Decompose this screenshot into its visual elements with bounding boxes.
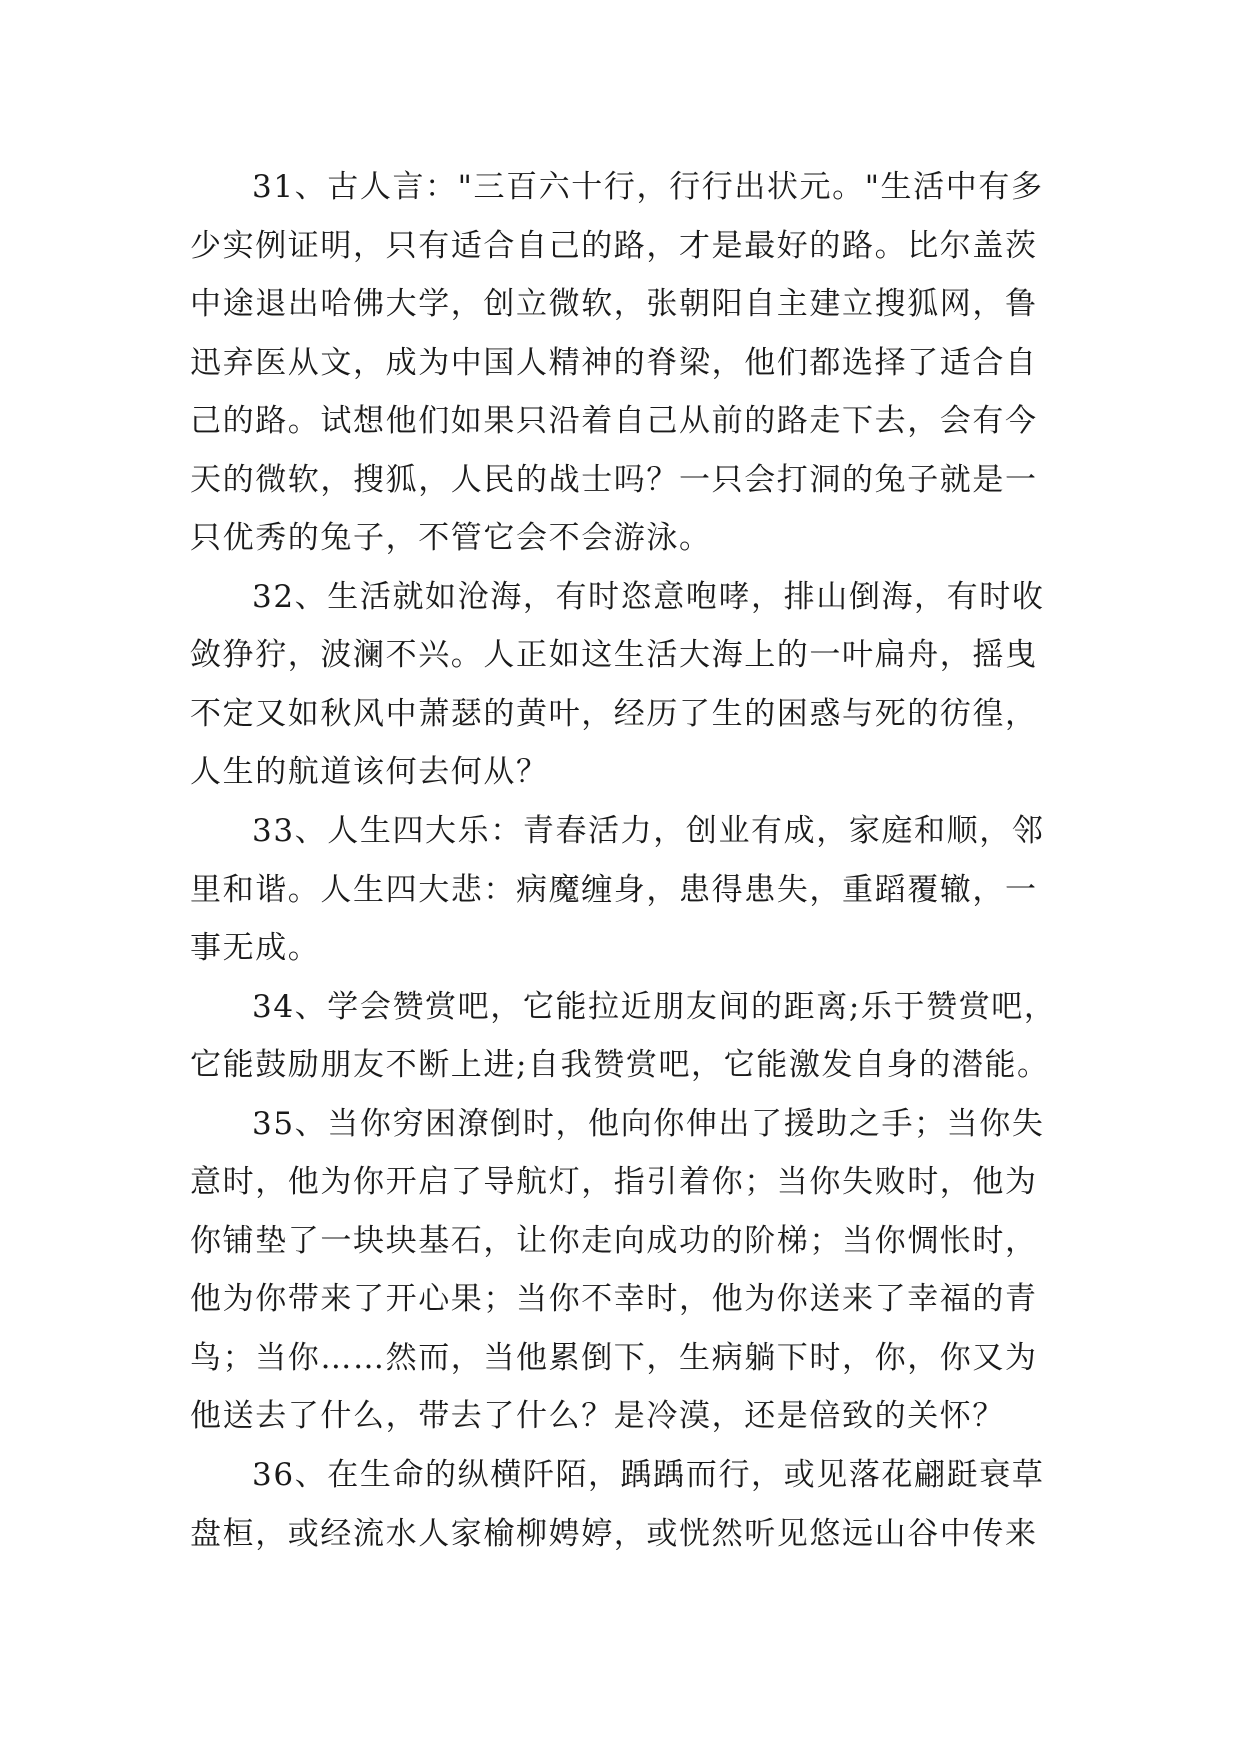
text-line: 33、人生四大乐：青春活力，创业有成，家庭和顺，邻 bbox=[252, 813, 1045, 850]
text-line: 你铺垫了一块块基石，让你走向成功的阶梯；当你惆怅时， bbox=[190, 1222, 1038, 1259]
paragraph-35 bbox=[190, 1095, 1070, 1446]
text-line: 少实例证明，只有适合自己的路，才是最好的路。比尔盖茨 bbox=[190, 227, 1038, 264]
text-line: 他为你带来了开心果；当你不幸时，他为你送来了幸福的青 bbox=[190, 1281, 1038, 1318]
text-line: 31、古人言："三百六十行，行行出状元。"生活中有多 bbox=[252, 169, 1044, 205]
paragraph-33 bbox=[190, 802, 1070, 978]
text-line: 事无成。 bbox=[190, 930, 321, 967]
text-line: 它能鼓励朋友不断上进;自我赞赏吧，它能激发自身的潜能。 bbox=[190, 1047, 1050, 1084]
text-line: 里和谐。人生四大悲：病魔缠身，患得患失，重蹈覆辙，一 bbox=[190, 871, 1038, 908]
text-line: 迅弃医从文，成为中国人精神的脊梁，他们都选择了适合自 bbox=[190, 344, 1038, 381]
text-line: 己的路。试想他们如果只沿着自己从前的路走下去，会有今 bbox=[190, 403, 1038, 440]
text-line: 鸟；当你……然而，当他累倒下，生病躺下时，你，你又为 bbox=[190, 1339, 1038, 1376]
text-line: 不定又如秋风中萧瑟的黄叶，经历了生的困惑与死的彷徨， bbox=[190, 695, 1038, 732]
paragraph-34 bbox=[190, 978, 1070, 1095]
text-line: 意时，他为你开启了导航灯，指引着你；当你失败时，他为 bbox=[190, 1164, 1038, 1201]
text-line: 人生的航道该何去何从？ bbox=[190, 754, 549, 791]
text-line: 天的微软，搜狐，人民的战士吗？一只会打洞的兔子就是一 bbox=[190, 461, 1038, 498]
text-line: 只优秀的兔子，不管它会不会游泳。 bbox=[190, 520, 712, 557]
text-line: 他送去了什么，带去了什么？是冷漠，还是倍致的关怀？ bbox=[190, 1398, 1005, 1435]
text-line: 35、当你穷困潦倒时，他向你伸出了援助之手；当你失 bbox=[252, 1105, 1045, 1142]
paragraph-31 bbox=[190, 158, 1070, 568]
text-line: 中途退出哈佛大学，创立微软，张朝阳自主建立搜狐网，鲁 bbox=[190, 286, 1038, 323]
text-line: 32、生活就如沧海，有时恣意咆哮，排山倒海，有时收 bbox=[252, 578, 1045, 615]
text-line: 36、在生命的纵横阡陌，踽踽而行，或见落花翩跹衰草 bbox=[252, 1457, 1045, 1494]
paragraph-32 bbox=[190, 568, 1070, 802]
paragraph-36 bbox=[190, 1446, 1070, 1563]
text-line: 34、学会赞赏吧，它能拉近朋友间的距离;乐于赞赏吧， bbox=[252, 988, 1057, 1025]
text-line: 盘桓，或经流水人家榆柳娉婷，或恍然听见悠远山谷中传来 bbox=[190, 1515, 1038, 1552]
text-line: 敛狰狞，波澜不兴。人正如这生活大海上的一叶扁舟，摇曳 bbox=[190, 637, 1038, 674]
document-body bbox=[190, 158, 1070, 1563]
